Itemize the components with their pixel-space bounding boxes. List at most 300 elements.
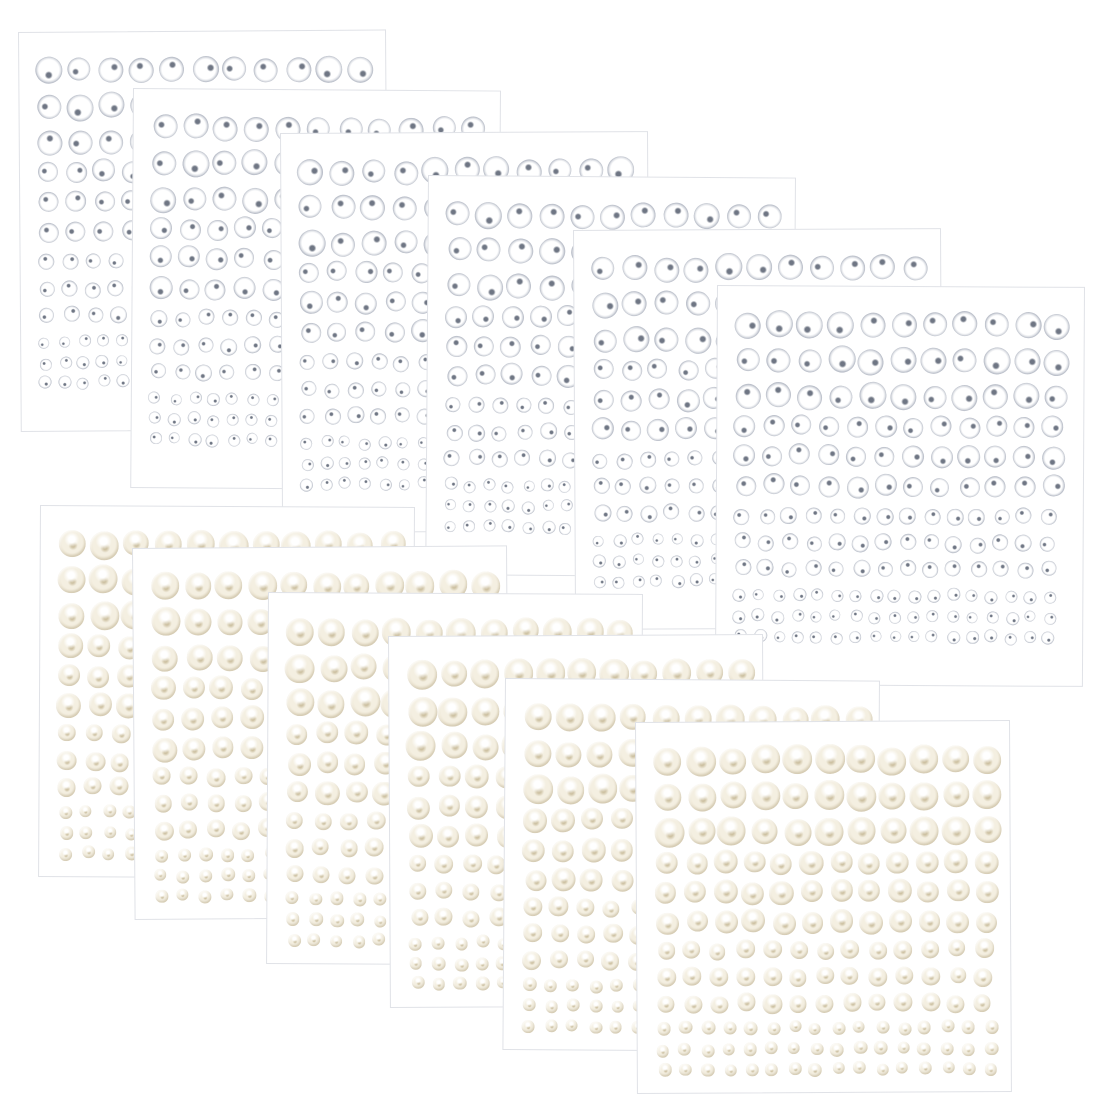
crystal-gem [496,358,527,389]
crystal-gem [237,144,274,181]
crystal-gem [787,410,815,438]
crystal-gem [678,252,714,288]
crystal-gem [729,440,760,471]
pearl-gem [477,934,490,947]
crystal-gem [865,250,899,284]
pearl-gem [557,777,585,805]
crystal-gem [166,431,182,447]
pearl-gem [151,675,176,700]
pearl-gem [525,703,552,730]
pearl-gem [658,1063,672,1077]
pearl-gem [701,1044,715,1058]
pearl-gem [58,633,83,658]
crystal-gem [884,587,902,605]
pearl-gem [374,915,386,927]
pearl-gem [751,744,780,773]
crystal-gem [661,449,682,470]
pearl-gem [82,845,96,859]
pearl-gem [655,818,685,848]
pearl-gem [179,767,197,785]
crystal-gem [991,532,1011,552]
pearl-gem [455,938,468,951]
crystal-gem [35,250,57,272]
crystal-gem [198,337,214,353]
crystal-gem [40,358,53,371]
crystal-gem [907,590,922,605]
pearl-gem [441,660,467,686]
crystal-gem [392,159,420,187]
crystal-gem [1022,590,1039,607]
pearl-gem [353,893,366,906]
pearl-gem [463,884,480,901]
pearl-gem [154,795,172,813]
crystal-gem [59,336,72,349]
pearl-gem [208,676,232,700]
pearl-gem [153,738,178,763]
crystal-gem [851,535,869,553]
pearl-gem [817,943,834,960]
crystal-gem [358,477,370,489]
pearl-gem [462,910,480,928]
pearl-gem [873,1041,887,1055]
pearl-gem [588,703,616,731]
crystal-gem [807,253,837,283]
pearl-gem [152,646,178,672]
crystal-gem [898,557,920,579]
pearl-gem [551,924,569,942]
pearl-gem [315,781,340,806]
crystal-gem [245,431,260,446]
pearl-gem [581,838,606,863]
crystal-gem [176,276,204,304]
pearl-gem [366,867,383,884]
crystal-gem [874,414,899,439]
crystal-gem [687,554,703,570]
crystal-gem [326,157,358,189]
crystal-gem [56,374,73,391]
crystal-gem [242,114,272,144]
crystal-gem [615,451,634,470]
pearl-gem [917,881,939,903]
crystal-gem [943,559,962,578]
crystal-gem [828,533,847,552]
crystal-gem [982,589,1000,607]
pearl-gem [524,897,543,916]
crystal-gem [83,251,104,272]
crystal-gem [968,509,985,526]
crystal-gem [1011,472,1040,501]
pearl-gem [701,1020,715,1034]
pearl-gem [435,881,453,899]
pearl-gem [286,688,314,716]
crystal-gem [397,478,411,492]
pearl-gem [367,811,385,829]
pearl-gem [522,951,541,970]
pearl-gem [830,879,853,902]
crystal-gem [916,344,951,379]
pearl-gem [688,784,716,812]
crystal-gem [790,630,804,644]
crystal-gem [34,91,66,123]
crystal-gem [381,261,403,283]
crystal-gem [62,253,79,270]
crystal-gem [528,304,553,329]
crystal-gem [91,187,119,215]
crystal-gem [874,507,896,529]
crystal-gem [33,126,67,160]
crystal-gem [489,448,511,470]
crystal-gem [926,609,939,622]
pearl-gem [782,744,812,774]
pearl-gem [156,890,168,902]
pearl-gem [922,967,940,985]
crystal-gem [360,229,388,257]
pearl-gem [234,795,251,812]
pearl-gem [87,634,110,657]
crystal-gem [923,533,940,550]
pearl-gem [723,1021,736,1034]
pearl-gem [984,1063,997,1076]
pearl-gem [611,1000,623,1012]
pearl-gem [57,778,76,797]
crystal-gem [240,185,271,216]
crystal-gem [368,405,389,426]
pearl-gem [59,530,86,557]
pearl-gem [678,1043,691,1056]
pearl-gem [411,976,424,989]
crystal-gem [650,322,683,355]
pearl-gem [741,909,765,933]
pearl-gem [876,1020,889,1033]
crystal-gem [217,335,241,359]
pearl-gem [88,564,118,594]
pearl-gem [611,807,633,829]
crystal-gem [249,54,282,87]
crystal-gem [298,289,323,314]
pearl-gem [465,795,488,818]
pearl-gem [411,908,428,925]
crystal-gem [540,498,556,514]
crystal-gem [243,412,259,428]
pearl-gem [815,995,833,1013]
pearl-gem [152,708,175,731]
pearl-gem [725,1064,737,1076]
pearl-gem [655,882,676,903]
pearl-gem [653,747,682,776]
crystal-gem [66,94,94,122]
crystal-gem [528,363,554,389]
pearl-gem [811,1043,823,1055]
crystal-gem [923,508,943,528]
crystal-gem [503,199,537,233]
crystal-gem [172,338,191,357]
crystal-gem [928,476,951,499]
crystal-gem [630,551,646,567]
pearl-gem [79,826,92,839]
pearl-gem [657,996,674,1013]
crystal-gem [1043,612,1057,626]
pearl-gem [153,767,171,785]
crystal-gem [772,629,787,644]
crystal-gem [734,474,759,499]
crystal-gem [383,289,409,315]
crystal-gem [672,415,699,442]
pearl-gem [737,993,755,1011]
pearl-gem [736,968,755,987]
crystal-gem [629,201,657,229]
crystal-gem [146,409,163,426]
pearl-gem [523,977,537,991]
pearl-gem [241,678,263,700]
pearl-gem [962,1062,976,1076]
pearl-gem [789,1062,802,1075]
pearl-gem [888,909,912,933]
crystal-gem [619,321,655,357]
pearl-gem [352,619,379,646]
pearl-gem [657,1022,671,1036]
crystal-gem [147,273,176,302]
crystal-gem [59,277,81,299]
crystal-gem [780,560,798,578]
crystal-gem [872,531,894,553]
crystal-gem [591,475,613,497]
pearl-gem [522,1020,535,1033]
pearl-gem [684,995,702,1013]
crystal-gem [108,252,125,269]
pearl-gem [318,619,346,647]
crystal-gem [265,392,281,408]
crystal-gem [115,355,127,367]
crystal-gem [146,242,176,272]
pearl-gem [476,977,490,991]
pearl-gem [312,838,329,855]
crystal-gem [888,630,903,645]
crystal-gem [179,148,212,181]
crystal-gem [381,319,408,346]
crystal-gem [805,535,823,553]
crystal-gem [540,518,558,536]
crystal-gem [537,448,558,469]
pearl-gem [211,706,233,728]
crystal-gem [723,200,755,232]
crystal-gem [522,521,536,535]
pearl-gem [878,783,905,810]
pearl-gem [701,1063,715,1077]
pearl-gem [686,853,707,874]
crystal-gem [660,500,682,522]
pearl-gem [802,912,824,934]
crystal-gem [643,416,673,446]
pearl-gem [285,618,314,647]
crystal-gem [592,356,616,380]
crystal-gem [344,350,365,371]
crystal-gem [297,261,321,285]
crystal-gem [396,455,413,472]
pearl-gem [976,912,997,933]
crystal-gem [589,325,622,358]
crystal-gem [945,629,963,647]
pearl-gem [241,849,254,862]
crystal-gem [326,229,359,262]
crystal-gem [299,355,315,371]
crystal-gem [187,389,204,406]
crystal-gem [617,286,652,321]
pearl-gem [789,1021,801,1033]
crystal-gem [519,499,537,517]
crystal-gem [146,389,163,406]
crystal-gem [899,508,916,525]
crystal-gem [906,629,922,645]
crystal-gem [650,574,662,586]
crystal-gem [780,530,802,552]
crystal-gem [761,306,797,342]
pearl-gem [221,849,235,863]
pearl-gem [409,882,426,899]
crystal-gem [984,413,1010,439]
crystal-gem [918,308,950,340]
crystal-gem [263,433,279,449]
pearl-gem [178,848,191,861]
pearl-gem [350,687,380,717]
crystal-gem [785,440,814,469]
crystal-gem [299,456,316,473]
pearl-gem [213,737,234,758]
pearl-gem [439,795,460,816]
pearl-gem [86,752,105,771]
pearl-gem [580,869,603,892]
crystal-gem [1010,412,1039,441]
crystal-gem [732,507,751,526]
crystal-gem [346,379,368,401]
crystal-gem [156,53,187,84]
crystal-gem [954,442,982,470]
pearl-gem [58,724,76,742]
crystal-gem [710,248,747,285]
pearl-gem [602,900,620,918]
pearl-gem [858,852,880,874]
pearl-gem [525,870,546,891]
pearl-gem [87,666,110,689]
crystal-gem [885,379,922,416]
pearl-gem [550,951,568,969]
crystal-gem [591,552,608,569]
crystal-gem [981,627,999,645]
crystal-gem [149,186,179,216]
pearl-gem [545,1020,558,1033]
crystal-gem [148,147,180,179]
crystal-gem [588,289,622,323]
pearl-gem [770,853,792,875]
crystal-gem [762,343,795,376]
pearl-gem [876,1063,889,1076]
rhinestone-sheet-6 [715,285,1085,687]
crystal-gem [299,321,322,344]
pearl-gem [350,653,377,680]
crystal-gem [869,588,884,603]
crystal-gem [196,307,216,327]
crystal-gem [470,303,497,330]
crystal-gem [612,576,625,589]
crystal-gem [770,611,785,626]
pearl-gem [893,941,912,960]
pearl-gem [896,1061,909,1074]
crystal-gem [322,406,343,427]
crystal-gem [369,350,390,371]
pearl-gem [799,851,824,876]
crystal-gem [206,413,221,428]
pearl-gem [185,608,213,636]
crystal-gem [846,416,869,439]
pearl-gem [764,940,782,958]
pearl-gem [658,942,675,959]
pearl-gem [942,745,969,772]
pearl-gem [714,880,738,904]
pearl-gem [91,602,120,631]
crystal-gem [231,213,259,241]
crystal-gem [663,201,690,228]
pearl-gem [910,816,939,845]
pearl-sheet-6 [635,720,1012,1094]
crystal-gem [557,479,574,496]
pearl-gem [241,736,264,759]
crystal-gem [347,406,364,423]
crystal-gem [150,432,162,444]
pearl-gem [84,777,102,795]
pearl-gem [523,923,542,942]
crystal-gem [360,157,388,185]
crystal-gem [176,244,201,269]
pearl-gem [604,924,623,943]
crystal-gem [202,246,230,274]
pearl-gem [984,1042,998,1056]
crystal-gem [947,381,981,415]
crystal-gem [951,347,977,373]
crystal-gem [464,520,476,532]
crystal-gem [927,411,956,440]
pearl-gem [181,707,204,730]
pearl-gem [151,606,181,636]
crystal-gem [1040,445,1067,472]
pearl-gem [973,994,991,1012]
crystal-gem [589,254,617,282]
crystal-gem [298,378,319,399]
pearl-gem [472,734,498,760]
crystal-gem [813,439,843,469]
pearl-gem [307,934,320,947]
pearl-gem [243,888,257,902]
pearl-gem [199,847,213,861]
crystal-gem [193,362,214,383]
crystal-gem [1009,378,1044,413]
pearl-gem [104,826,116,838]
crystal-gem [351,257,381,287]
pearl-gem [768,1022,781,1035]
crystal-gem [500,497,517,514]
pearl-gem [330,892,344,906]
crystal-gem [611,554,628,571]
crystal-gem [984,312,1009,337]
pearl-gem [846,782,876,812]
pearl-gem [58,603,84,629]
crystal-gem [64,54,94,84]
pearl-gem [240,705,264,729]
crystal-gem [758,443,785,470]
pearl-gem [340,840,358,858]
crystal-gem [319,350,341,372]
pearl-gem [350,912,364,926]
pearl-gem [577,951,594,968]
pearl-gem [551,867,576,892]
